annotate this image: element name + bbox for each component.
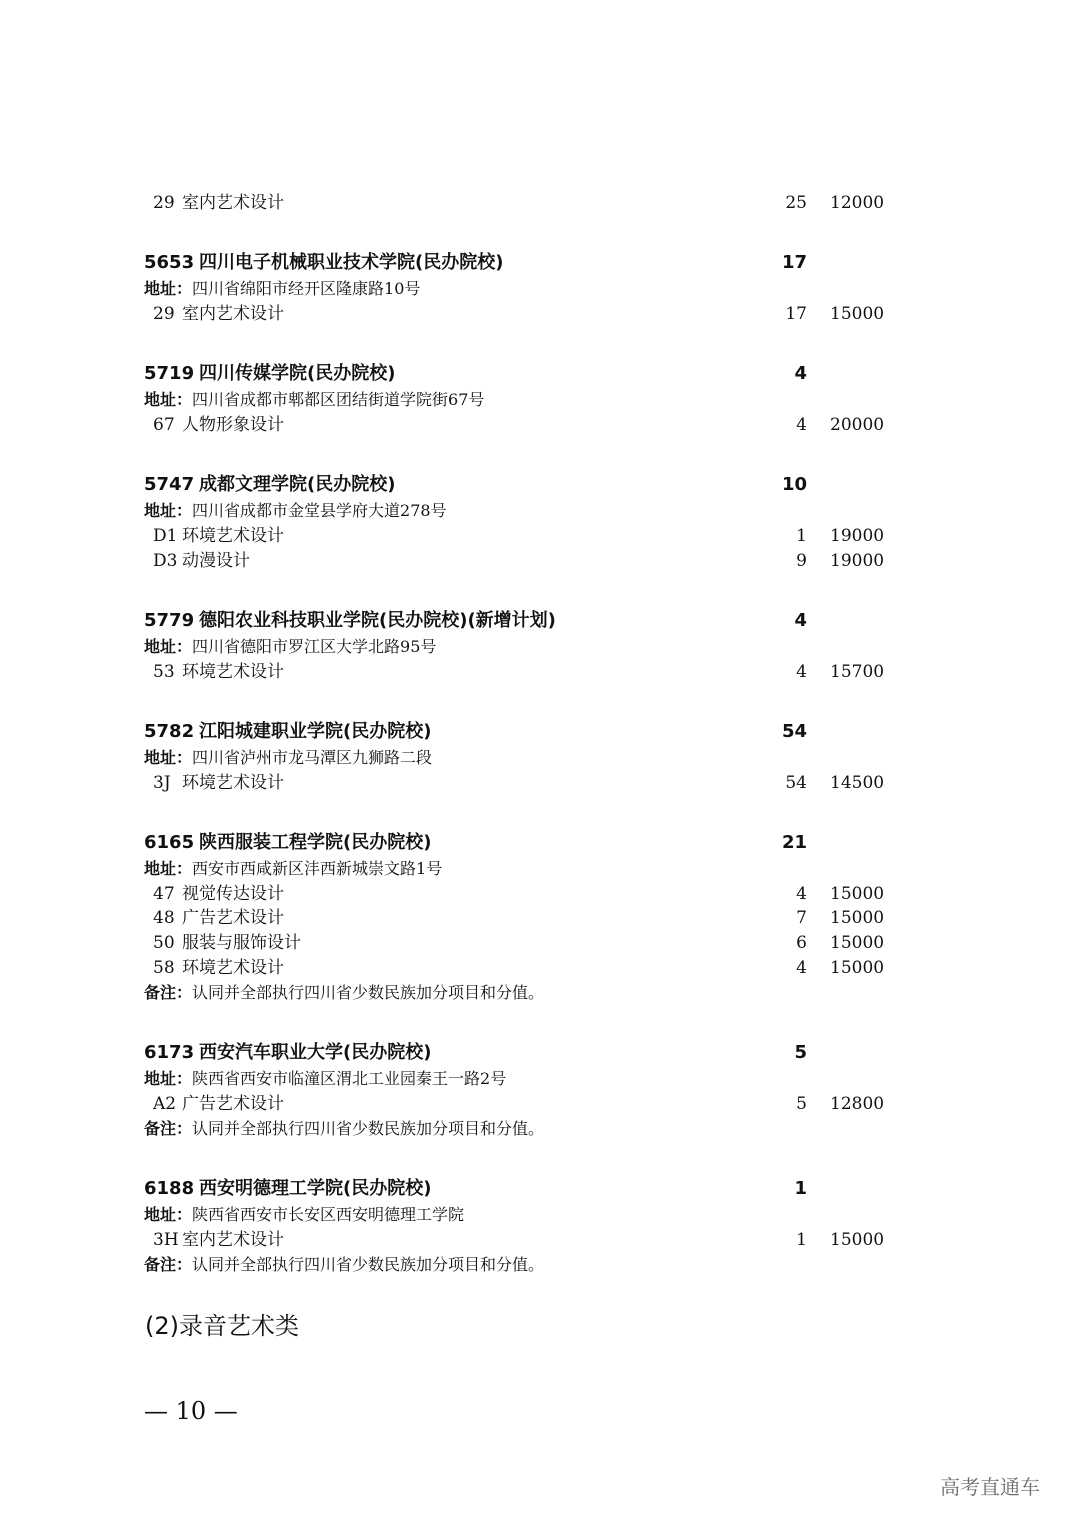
program-code: 67: [153, 415, 175, 435]
address-value: 四川省泸州市龙马潭区九狮路二段: [192, 748, 433, 767]
program-fee: 15000: [830, 1230, 885, 1250]
address-value: 四川省成都市郫都区团结街道学院街67号: [192, 390, 485, 409]
institution-header: [0, 718, 1080, 746]
address-value: 四川省绵阳市经开区隆康路10号: [192, 279, 421, 298]
program-code: 50: [153, 933, 175, 953]
institution-name: 四川传媒学院(民办院校): [199, 363, 396, 384]
program-quota: 25: [785, 193, 807, 213]
watermark-text: 高考直通车: [940, 1475, 1040, 1499]
address-label: 地址：: [144, 637, 193, 656]
program-quota: 7: [796, 908, 807, 928]
program-code: D1: [153, 526, 178, 546]
institution-address: [144, 1067, 506, 1091]
program-row: [0, 771, 1080, 795]
note-value: 认同并全部执行四川省少数民族加分项目和分值。: [192, 1255, 545, 1274]
address-label: 地址：: [144, 390, 193, 409]
institution-code: 6165: [144, 832, 195, 853]
program-code: 53: [153, 662, 175, 682]
program-row: [0, 549, 1080, 573]
address-label: 地址：: [144, 859, 193, 878]
page-number: — 10 —: [144, 1397, 238, 1425]
institution-header: [0, 1039, 1080, 1067]
program-fee: 12000: [830, 193, 885, 213]
institution-header: [0, 1175, 1080, 1203]
program-row: [0, 413, 1080, 437]
program-name: 环境艺术设计: [182, 773, 284, 793]
program-fee: 14500: [830, 773, 885, 793]
institution-name: 西安明德理工学院(民办院校): [199, 1178, 432, 1199]
note-value: 认同并全部执行四川省少数民族加分项目和分值。: [192, 983, 545, 1002]
institution-note: [144, 1253, 544, 1277]
program-row: [0, 1228, 1080, 1252]
institution-code: 6173: [144, 1042, 195, 1063]
institution-address: [144, 635, 436, 659]
program-name: 人物形象设计: [182, 415, 284, 435]
address-value: 陕西省西安市长安区西安明德理工学院: [192, 1205, 465, 1224]
section-title: (2)录音艺术类: [145, 1312, 299, 1340]
program-name: 环境艺术设计: [182, 662, 284, 682]
program-name: 广告艺术设计: [182, 908, 284, 928]
program-name: 室内艺术设计: [182, 304, 284, 324]
institution-address: [144, 499, 447, 523]
address-label: 地址：: [144, 1069, 193, 1088]
program-name: 广告艺术设计: [182, 1094, 284, 1114]
program-name: 室内艺术设计: [182, 193, 284, 213]
program-row: [0, 882, 1080, 906]
program-fee: 15700: [830, 662, 885, 682]
note-value: 认同并全部执行四川省少数民族加分项目和分值。: [192, 1119, 545, 1138]
program-name: 动漫设计: [182, 551, 250, 571]
institution-code: 5747: [144, 474, 195, 495]
address-label: 地址：: [144, 748, 193, 767]
program-code: 48: [153, 908, 175, 928]
program-fee: 20000: [830, 415, 885, 435]
institution-address: [144, 746, 432, 770]
program-row: [0, 302, 1080, 326]
program-quota: 9: [796, 551, 807, 571]
program-name: 服装与服饰设计: [182, 933, 301, 953]
institution-code: 5653: [144, 252, 195, 273]
note-label: 备注：: [144, 983, 193, 1002]
program-quota: 6: [796, 933, 807, 953]
program-row: [0, 1092, 1080, 1116]
institution-header: [0, 829, 1080, 857]
institution-total: 5: [794, 1042, 807, 1063]
program-code: 29: [153, 304, 175, 324]
institution-header: [0, 360, 1080, 388]
program-name: 视觉传达设计: [182, 884, 284, 904]
institution-header: [0, 607, 1080, 635]
institution-code: 5719: [144, 363, 195, 384]
address-value: 四川省德阳市罗江区大学北路95号: [192, 637, 437, 656]
program-quota: 4: [796, 662, 807, 682]
program-row: [0, 906, 1080, 930]
institution-code: 5779: [144, 610, 195, 631]
program-row: [0, 660, 1080, 684]
institution-address: [144, 857, 442, 881]
note-label: 备注：: [144, 1255, 193, 1274]
program-fee: 15000: [830, 884, 885, 904]
program-row: [0, 931, 1080, 955]
program-code: D3: [153, 551, 178, 571]
address-value: 陕西省西安市临潼区渭北工业园秦王一路2号: [192, 1069, 507, 1088]
program-fee: 15000: [830, 933, 885, 953]
program-row: [0, 524, 1080, 548]
program-code: 47: [153, 884, 175, 904]
institution-total: 4: [794, 363, 807, 384]
program-code: 3J: [153, 773, 171, 793]
address-value: 西安市西咸新区沣西新城崇文路1号: [192, 859, 443, 878]
institution-name: 陕西服装工程学院(民办院校): [199, 832, 432, 853]
program-fee: 15000: [830, 304, 885, 324]
program-code: 58: [153, 958, 175, 978]
address-value: 四川省成都市金堂县学府大道278号: [192, 501, 447, 520]
institution-note: [144, 981, 544, 1005]
program-fee: 15000: [830, 958, 885, 978]
institution-total: 4: [794, 610, 807, 631]
program-row: [0, 956, 1080, 980]
address-label: 地址：: [144, 501, 193, 520]
program-name: 环境艺术设计: [182, 958, 284, 978]
institution-header: [0, 249, 1080, 277]
institution-name: 江阳城建职业学院(民办院校): [199, 721, 432, 742]
institution-name: 西安汽车职业大学(民办院校): [199, 1042, 432, 1063]
program-code: 3H: [153, 1230, 179, 1250]
program-quota: 54: [785, 773, 807, 793]
program-name: 室内艺术设计: [182, 1230, 284, 1250]
program-fee: 15000: [830, 908, 885, 928]
program-fee: 19000: [830, 526, 885, 546]
program-fee: 12800: [830, 1094, 885, 1114]
program-code: 29: [153, 193, 175, 213]
institution-header: [0, 471, 1080, 499]
program-quota: 1: [796, 1230, 807, 1250]
institution-name: 四川电子机械职业技术学院(民办院校): [199, 252, 504, 273]
institution-address: [144, 388, 484, 412]
note-label: 备注：: [144, 1119, 193, 1138]
institution-name: 成都文理学院(民办院校): [199, 474, 396, 495]
institution-code: 6188: [144, 1178, 195, 1199]
program-row: [0, 191, 1080, 215]
institution-total: 17: [781, 252, 807, 273]
institution-total: 21: [781, 832, 807, 853]
institution-address: [144, 1203, 464, 1227]
address-label: 地址：: [144, 1205, 193, 1224]
institution-total: 10: [781, 474, 807, 495]
institution-total: 54: [781, 721, 807, 742]
program-code: A2: [153, 1094, 177, 1114]
program-name: 环境艺术设计: [182, 526, 284, 546]
program-fee: 19000: [830, 551, 885, 571]
institution-name: 德阳农业科技职业学院(民办院校)(新增计划): [199, 610, 556, 631]
program-quota: 17: [785, 304, 807, 324]
institution-address: [144, 277, 420, 301]
program-quota: 5: [796, 1094, 807, 1114]
address-label: 地址：: [144, 279, 193, 298]
institution-total: 1: [794, 1178, 807, 1199]
program-quota: 4: [796, 415, 807, 435]
program-quota: 1: [796, 526, 807, 546]
institution-code: 5782: [144, 721, 195, 742]
program-quota: 4: [796, 884, 807, 904]
institution-note: [144, 1117, 544, 1141]
program-quota: 4: [796, 958, 807, 978]
